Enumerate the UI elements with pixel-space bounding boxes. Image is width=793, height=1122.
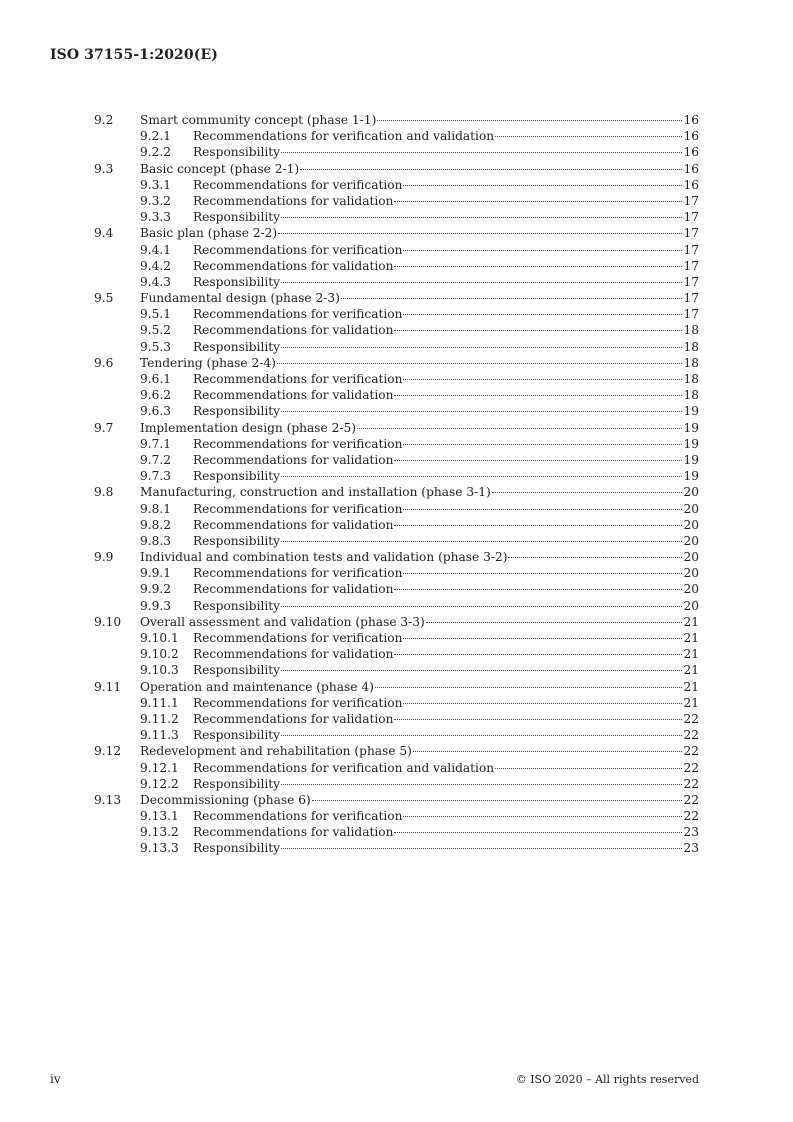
toc-dot-leader: [281, 541, 682, 542]
toc-entry-title: Responsibility: [193, 841, 281, 856]
toc-entry[interactable]: [94, 792, 699, 808]
toc-entry-number: 9.7.3: [140, 469, 172, 484]
toc-entry[interactable]: [94, 517, 699, 533]
toc-entry[interactable]: [94, 501, 699, 517]
toc-entry-page: 22: [683, 760, 699, 775]
toc-dot-leader: [426, 622, 683, 623]
toc-entry-title: Redevelopment and rehabilitation (phase 5): [140, 744, 412, 759]
toc-entry[interactable]: [94, 776, 699, 792]
toc-entry-title: Recommendations for verification: [193, 501, 403, 516]
toc-dot-leader: [281, 670, 682, 671]
toc-entry-title: Recommendations for verification: [193, 372, 403, 386]
toc-entry-title: Recommendations for validation: [193, 258, 394, 273]
toc-entry[interactable]: [94, 484, 699, 500]
toc-entry[interactable]: [94, 468, 699, 484]
toc-entry-title: Responsibility: [193, 469, 281, 484]
toc-entry-number: 9.4.2: [140, 258, 172, 273]
toc-dot-leader: [508, 557, 682, 558]
toc-entry-title: Responsibility: [193, 339, 281, 354]
toc-dot-leader: [278, 233, 682, 234]
toc-entry-title: Recommendations for verification: [193, 242, 403, 257]
toc-entry[interactable]: [94, 420, 699, 436]
toc-entry[interactable]: [94, 711, 699, 727]
toc-dot-leader: [375, 687, 683, 688]
toc-dot-leader: [281, 282, 682, 283]
toc-entry-title: Implementation design (phase 2-5): [140, 420, 357, 435]
toc-entry-page: 22: [683, 728, 699, 743]
toc-dot-leader: [403, 379, 682, 380]
toc-entry-page: 17: [683, 242, 699, 257]
toc-entry-number: 9.11.2: [140, 711, 179, 726]
toc-dot-leader: [277, 363, 683, 364]
toc-entry-title: Recommendations for validation: [193, 517, 394, 532]
toc-dot-leader: [312, 800, 683, 801]
toc-entry-page: 20: [683, 501, 699, 516]
toc-dot-leader: [403, 250, 682, 251]
table-of-contents: [94, 112, 699, 857]
toc-entry-number: 9.7.1: [140, 436, 172, 451]
toc-dot-leader: [394, 654, 682, 655]
toc-entry-title: Recommendations for validation: [193, 647, 394, 662]
toc-entry[interactable]: [94, 144, 699, 160]
toc-entry-title: Recommendations for verification: [193, 307, 403, 322]
toc-entry[interactable]: [94, 840, 699, 856]
toc-entry[interactable]: [94, 727, 699, 743]
toc-entry-page: 20: [683, 550, 699, 565]
toc-entry-page: 19: [683, 420, 699, 435]
toc-dot-leader: [394, 525, 682, 526]
toc-entry-page: 20: [683, 533, 699, 548]
toc-entry-number: 9.10.2: [140, 647, 179, 662]
toc-entry[interactable]: [94, 209, 699, 225]
toc-entry-page: 18: [683, 372, 699, 386]
toc-entry-number: 9.8: [94, 485, 114, 500]
toc-entry-title: Responsibility: [193, 663, 281, 678]
toc-entry-title: Recommendations for verification and validation: [193, 760, 495, 775]
toc-entry-title: Responsibility: [193, 145, 281, 160]
toc-dot-leader: [394, 395, 682, 396]
toc-entry-number: 9.2.2: [140, 145, 172, 160]
toc-entry-page: 22: [683, 776, 699, 791]
toc-entry-page: 17: [683, 258, 699, 273]
toc-entry-number: 9.8.3: [140, 533, 172, 548]
toc-entry[interactable]: [94, 808, 699, 824]
toc-entry-title: Responsibility: [193, 210, 281, 225]
toc-entry-page: 21: [683, 647, 699, 662]
toc-entry-number: 9.5.3: [140, 339, 172, 354]
toc-entry[interactable]: [94, 274, 699, 290]
toc-entry-title: Operation and maintenance (phase 4): [140, 679, 374, 694]
toc-entry-title: Basic concept (phase 2-1): [140, 161, 300, 176]
toc-entry[interactable]: [94, 225, 699, 241]
toc-entry-title: Recommendations for validation: [193, 582, 394, 597]
toc-entry[interactable]: [94, 533, 699, 549]
toc-dot-leader: [281, 784, 682, 785]
toc-entry-number: 9.3: [94, 161, 114, 176]
toc-entry-number: 9.13.2: [140, 825, 179, 840]
toc-entry-number: 9.6: [94, 355, 114, 370]
toc-entry[interactable]: [94, 177, 699, 193]
toc-entry-page: 21: [683, 679, 699, 694]
toc-dot-leader: [377, 120, 682, 121]
toc-entry-page: 23: [683, 841, 699, 856]
toc-entry-number: 9.3.3: [140, 210, 172, 225]
toc-entry-page: 21: [683, 614, 699, 629]
toc-entry[interactable]: [94, 112, 699, 128]
toc-entry-page: 22: [683, 711, 699, 726]
toc-entry-page: 18: [683, 355, 699, 370]
toc-entry-title: Responsibility: [193, 404, 281, 419]
toc-entry-number: 9.8.1: [140, 501, 172, 516]
toc-dot-leader: [495, 136, 682, 137]
toc-entry-title: Recommendations for verification: [193, 809, 403, 824]
toc-entry-number: 9.4.1: [140, 242, 172, 257]
toc-dot-leader: [394, 832, 682, 833]
toc-entry-page: 22: [683, 809, 699, 824]
toc-entry-number: 9.9.2: [140, 582, 172, 597]
toc-entry[interactable]: [94, 630, 699, 646]
toc-entry-title: Responsibility: [193, 728, 281, 743]
toc-dot-leader: [413, 751, 683, 752]
toc-entry-page: 16: [683, 113, 699, 127]
toc-entry-title: Recommendations for validation: [193, 452, 394, 467]
toc-entry-page: 19: [683, 404, 699, 419]
toc-entry-page: 17: [683, 193, 699, 208]
toc-entry[interactable]: [94, 290, 699, 306]
toc-entry-number: 9.10: [94, 614, 122, 629]
toc-entry-number: 9.8.2: [140, 517, 172, 532]
toc-entry-page: 17: [683, 274, 699, 289]
toc-entry-number: 9.13.3: [140, 841, 179, 856]
toc-entry[interactable]: [94, 387, 699, 403]
toc-entry-number: 9.9.3: [140, 598, 172, 613]
toc-dot-leader: [281, 848, 682, 849]
toc-entry[interactable]: [94, 128, 699, 144]
toc-entry-page: 21: [683, 631, 699, 645]
page-number: iv: [50, 1072, 61, 1086]
toc-entry[interactable]: [94, 695, 699, 711]
toc-entry-title: Smart community concept (phase 1-1): [140, 113, 377, 127]
toc-entry-page: 22: [683, 792, 699, 807]
toc-entry-title: Tendering (phase 2-4): [140, 355, 276, 370]
toc-entry[interactable]: [94, 452, 699, 468]
toc-dot-leader: [403, 444, 682, 445]
toc-entry-page: 18: [683, 339, 699, 354]
toc-entry-number: 9.2.1: [140, 129, 172, 144]
toc-entry-title: Manufacturing, construction and installation (phase 3-1): [140, 485, 491, 500]
toc-entry[interactable]: [94, 743, 699, 759]
toc-entry[interactable]: [94, 581, 699, 597]
toc-entry-page: 20: [683, 566, 699, 581]
toc-entry[interactable]: [94, 306, 699, 322]
toc-entry-page: 20: [683, 485, 699, 500]
toc-dot-leader: [394, 330, 682, 331]
toc-entry[interactable]: [94, 436, 699, 452]
toc-dot-leader: [394, 589, 682, 590]
toc-dot-leader: [394, 201, 682, 202]
toc-entry-title: Individual and combination tests and validation (phase 3-2): [140, 550, 508, 565]
toc-entry-number: 9.5.1: [140, 307, 172, 322]
toc-dot-leader: [403, 185, 682, 186]
toc-entry-title: Basic plan (phase 2-2): [140, 226, 278, 241]
toc-dot-leader: [281, 606, 682, 607]
toc-entry-title: Recommendations for validation: [193, 388, 394, 403]
toc-entry[interactable]: [94, 339, 699, 355]
toc-entry-number: 9.13: [94, 792, 122, 807]
toc-entry-number: 9.5.2: [140, 323, 172, 338]
toc-entry[interactable]: [94, 322, 699, 338]
toc-entry-number: 9.7.2: [140, 452, 172, 467]
toc-entry-page: 16: [683, 161, 699, 176]
toc-entry-number: 9.10.1: [140, 631, 179, 645]
toc-entry-page: 17: [683, 307, 699, 322]
toc-dot-leader: [495, 768, 682, 769]
toc-entry-number: 9.4.3: [140, 274, 172, 289]
toc-dot-leader: [281, 347, 682, 348]
toc-entry-page: 16: [683, 145, 699, 160]
toc-entry-title: Recommendations for validation: [193, 711, 394, 726]
toc-entry-page: 22: [683, 744, 699, 759]
toc-entry[interactable]: [94, 760, 699, 776]
toc-dot-leader: [281, 735, 682, 736]
document-id: ISO 37155-1:2020(E): [50, 47, 218, 63]
toc-entry-title: Overall assessment and validation (phase 3-3): [140, 614, 425, 629]
toc-entry-number: 9.13.1: [140, 809, 179, 824]
toc-entry-title: Recommendations for validation: [193, 193, 394, 208]
toc-dot-leader: [341, 298, 683, 299]
toc-entry-page: 18: [683, 388, 699, 403]
toc-entry-page: 20: [683, 582, 699, 597]
toc-entry-page: 20: [683, 598, 699, 613]
toc-entry-page: 19: [683, 452, 699, 467]
toc-entry-title: Decommissioning (phase 6): [140, 792, 311, 807]
toc-dot-leader: [403, 703, 682, 704]
toc-entry-title: Responsibility: [193, 598, 281, 613]
toc-dot-leader: [403, 638, 682, 639]
toc-entry-number: 9.11: [94, 679, 122, 694]
toc-dot-leader: [403, 314, 682, 315]
toc-dot-leader: [492, 492, 683, 493]
toc-entry[interactable]: [94, 549, 699, 565]
toc-entry-page: 18: [683, 323, 699, 338]
toc-entry-page: 16: [683, 177, 699, 192]
toc-entry-number: 9.6.1: [140, 372, 172, 386]
toc-dot-leader: [300, 169, 682, 170]
toc-entry-title: Recommendations for verification: [193, 566, 403, 581]
toc-dot-leader: [357, 428, 682, 429]
copyright-notice: © ISO 2020 – All rights reserved: [515, 1073, 699, 1086]
toc-entry-number: 9.3.2: [140, 193, 172, 208]
toc-entry-number: 9.11.1: [140, 695, 179, 710]
toc-entry[interactable]: [94, 242, 699, 258]
toc-entry-number: 9.5: [94, 291, 114, 306]
toc-entry-number: 9.2: [94, 113, 114, 127]
toc-dot-leader: [403, 573, 682, 574]
toc-dot-leader: [281, 411, 682, 412]
toc-dot-leader: [394, 460, 682, 461]
toc-entry[interactable]: [94, 679, 699, 695]
toc-entry-page: 23: [683, 825, 699, 840]
toc-entry-page: 17: [683, 226, 699, 241]
toc-entry-title: Recommendations for validation: [193, 825, 394, 840]
toc-dot-leader: [281, 152, 682, 153]
toc-entry-number: 9.11.3: [140, 728, 179, 743]
toc-entry-title: Recommendations for verification: [193, 695, 403, 710]
toc-dot-leader: [403, 509, 682, 510]
toc-entry[interactable]: [94, 403, 699, 419]
toc-dot-leader: [394, 719, 682, 720]
toc-entry-number: 9.10.3: [140, 663, 179, 678]
toc-dot-leader: [403, 816, 682, 817]
toc-entry[interactable]: [94, 598, 699, 614]
toc-entry-number: 9.9: [94, 550, 114, 565]
toc-entry-page: 19: [683, 469, 699, 484]
toc-entry-number: 9.6.2: [140, 388, 172, 403]
toc-entry-page: 21: [683, 695, 699, 710]
toc-entry-number: 9.4: [94, 226, 114, 241]
toc-entry-page: 17: [683, 291, 699, 306]
toc-entry-title: Recommendations for validation: [193, 323, 394, 338]
toc-entry-title: Recommendations for verification: [193, 436, 403, 451]
toc-entry-number: 9.9.1: [140, 566, 172, 581]
toc-entry-title: Fundamental design (phase 2-3): [140, 291, 340, 306]
toc-entry-title: Responsibility: [193, 533, 281, 548]
toc-entry[interactable]: [94, 614, 699, 630]
toc-entry[interactable]: [94, 662, 699, 678]
toc-entry-number: 9.7: [94, 420, 114, 435]
toc-entry-page: 19: [683, 436, 699, 451]
toc-entry[interactable]: [94, 355, 699, 371]
toc-entry-title: Recommendations for verification: [193, 177, 403, 192]
toc-entry-number: 9.6.3: [140, 404, 172, 419]
toc-entry-title: Recommendations for verification and validation: [193, 129, 495, 144]
toc-entry-page: 20: [683, 517, 699, 532]
toc-dot-leader: [281, 217, 682, 218]
toc-entry-page: 17: [683, 210, 699, 225]
toc-dot-leader: [281, 476, 682, 477]
toc-entry-title: Responsibility: [193, 274, 281, 289]
toc-entry[interactable]: [94, 646, 699, 662]
toc-entry-number: 9.12.1: [140, 760, 179, 775]
toc-entry[interactable]: [94, 824, 699, 840]
toc-dot-leader: [394, 266, 682, 267]
toc-entry-title: Recommendations for verification: [193, 631, 403, 645]
toc-entry-page: 16: [683, 129, 699, 144]
toc-entry-number: 9.12: [94, 744, 122, 759]
toc-entry-number: 9.12.2: [140, 776, 179, 791]
toc-entry-page: 21: [683, 663, 699, 678]
toc-entry-title: Responsibility: [193, 776, 281, 791]
toc-entry[interactable]: [94, 258, 699, 274]
toc-entry[interactable]: [94, 193, 699, 209]
toc-entry[interactable]: [94, 161, 699, 177]
toc-entry[interactable]: [94, 565, 699, 581]
toc-entry[interactable]: [94, 371, 699, 387]
toc-entry-number: 9.3.1: [140, 177, 172, 192]
